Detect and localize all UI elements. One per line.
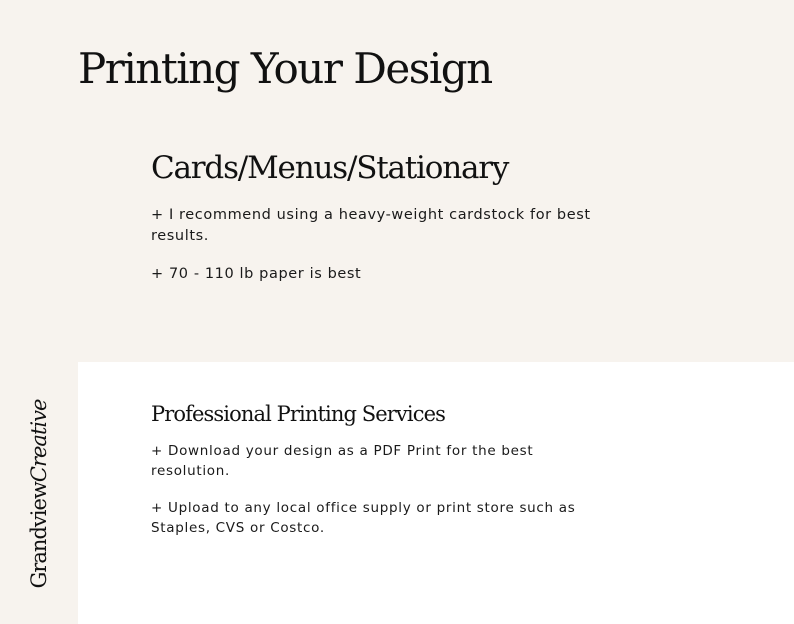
pro-section-heading: Professional Printing Services [151, 402, 445, 426]
brand-name-regular: Grandview [27, 482, 51, 589]
pro-bullet-list [151, 441, 611, 538]
pro-bullet-download: + Download your design as a PDF Print for the best resolution. [151, 443, 534, 480]
cards-bullet-list [151, 205, 611, 285]
pro-section [151, 402, 611, 555]
cards-bullet-cardstock: + I recommend using a heavy-weight cardstock for best results. [151, 207, 591, 245]
cards-bullet-paper-weight: + 70 - 110 lb paper is best [151, 266, 362, 283]
cards-section-heading: Cards/Menus/Stationary [151, 150, 509, 186]
pro-bullet-upload: + Upload to any local office supply or print store such as Staples, CVS or Costco. [151, 500, 576, 537]
cards-section [151, 150, 611, 302]
brand-name-italic: Creative [27, 399, 51, 483]
brand-logo [27, 400, 51, 589]
page-title: Printing Your Design [78, 44, 492, 93]
professional-printing-panel [78, 362, 794, 624]
